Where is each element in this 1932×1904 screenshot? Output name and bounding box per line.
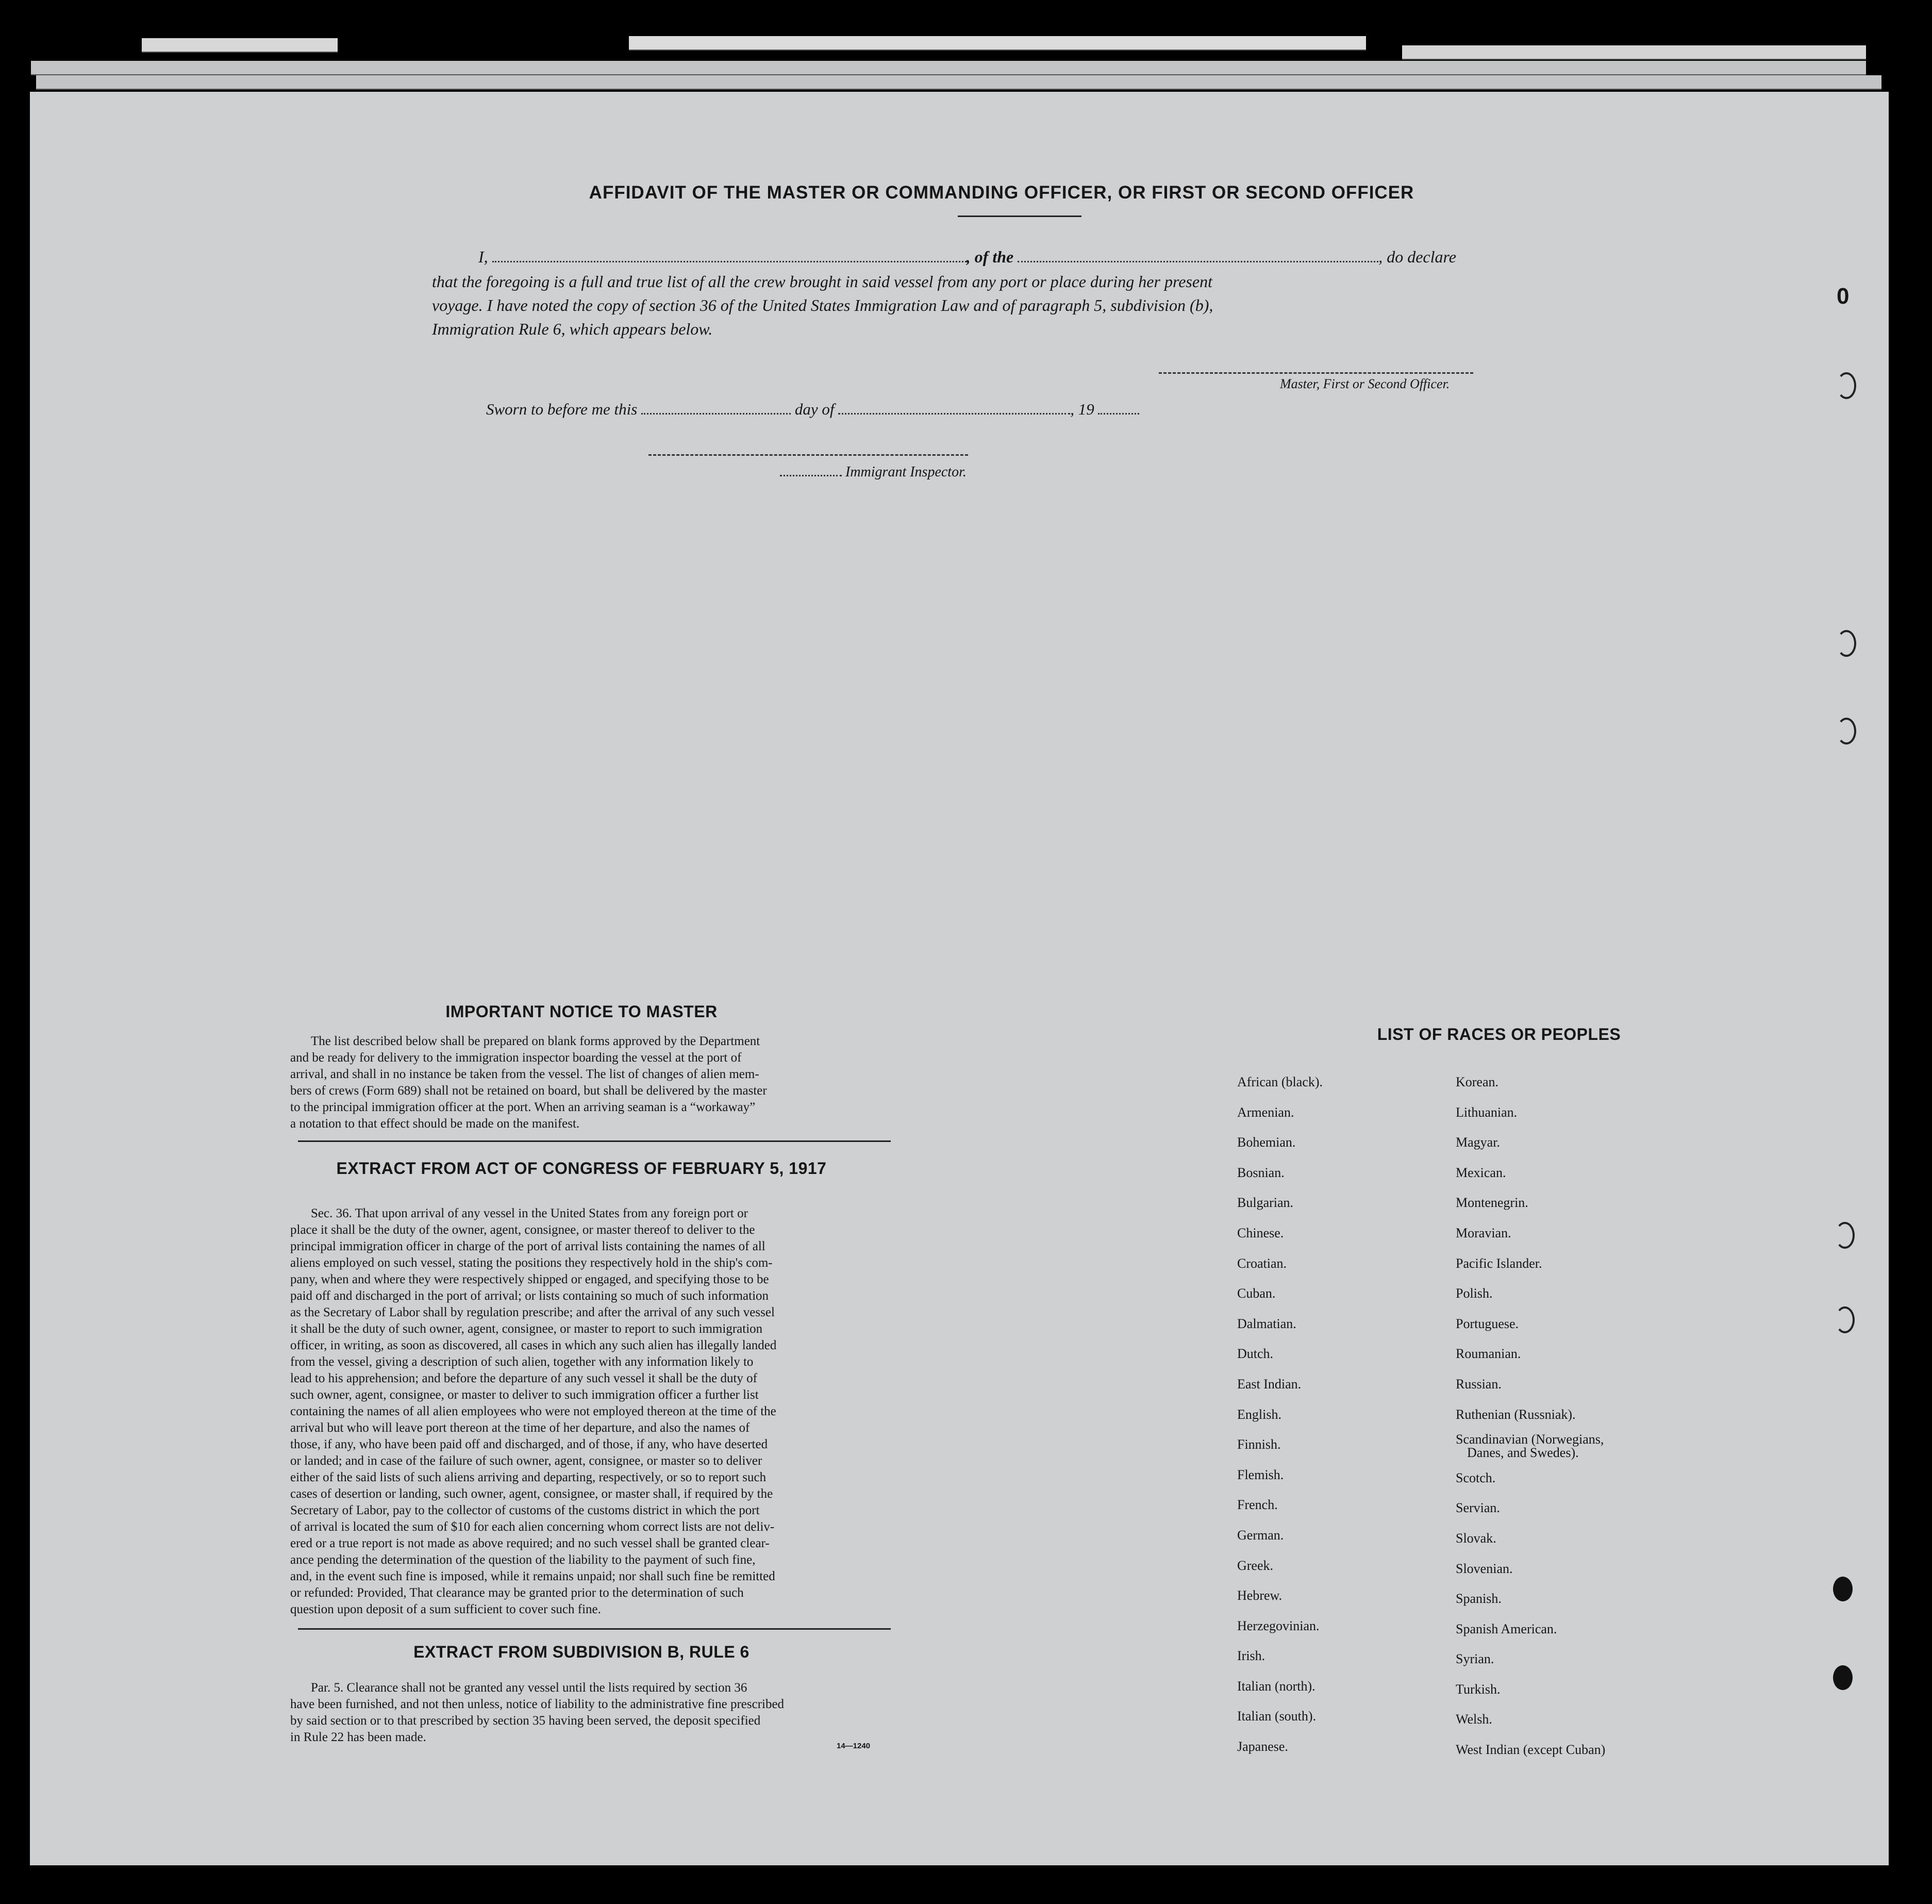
race-item: Cuban. (1237, 1286, 1276, 1301)
race-item: Welsh. (1456, 1712, 1492, 1727)
affidavit-i-label: I, (478, 247, 488, 266)
act-body (290, 1205, 898, 1618)
rule-line: in Rule 22 has been made. (290, 1730, 426, 1744)
race-item: Herzegovinian. (1237, 1618, 1320, 1633)
race-item: German. (1237, 1527, 1284, 1543)
notice-line: and be ready for delivery to the immigration inspector boarding the vessel at the port of (290, 1051, 742, 1065)
act-line: such owner, agent, consignee, or master to deliver to such immigration officer a further list (290, 1388, 759, 1402)
race-item: Turkish. (1456, 1681, 1501, 1697)
act-line: Secretary of Labor, pay to the collector of customs of the customs district in which the port (290, 1503, 760, 1517)
race-item: Servian. (1456, 1500, 1500, 1516)
title-rule (958, 216, 1081, 217)
act-line: pany, when and where they were respectively shipped or engaged, and specifying those to be (290, 1272, 769, 1286)
notice-line: to the principal immigration officer at the port. When an arriving seaman is a “workaway” (290, 1100, 756, 1114)
race-item: Russian. (1456, 1376, 1502, 1392)
margin-mark: 0 (1837, 284, 1850, 309)
race-item: Roumanian. (1456, 1346, 1521, 1362)
race-item: Croatian. (1237, 1255, 1287, 1271)
race-item: Finnish. (1237, 1437, 1281, 1452)
notice-title: IMPORTANT NOTICE TO MASTER (445, 1002, 718, 1021)
race-item: African (black). (1237, 1074, 1323, 1089)
sworn-day-blank[interactable] (641, 413, 791, 415)
race-item: Bohemian. (1237, 1135, 1296, 1150)
race-item: Portuguese. (1456, 1316, 1519, 1331)
act-line: those, if any, who have been paid off and discharged, and of those, if any, who have deserted (290, 1437, 768, 1451)
race-item: Scotch. (1456, 1470, 1496, 1485)
binding-hole (1837, 630, 1856, 657)
binding-hole (1835, 1306, 1855, 1333)
race-item: Slovenian. (1456, 1561, 1513, 1576)
affidavit-title: AFFIDAVIT OF THE MASTER OR COMMANDING OFFICER, OR FIRST OR SECOND OFFICER (589, 183, 1414, 203)
sworn-month-blank[interactable] (838, 413, 1070, 415)
master-signature-line[interactable] (1159, 372, 1473, 374)
race-item: Lithuanian. (1456, 1104, 1518, 1120)
race-item: Bulgarian. (1237, 1195, 1294, 1211)
act-line: paid off and discharged in the port of arrival; or lists containing so much of such information (290, 1289, 769, 1303)
page-edge-1 (31, 61, 1866, 75)
page-edge-4 (629, 36, 1366, 51)
day-of-label: day of (794, 400, 835, 418)
act-line: cases of desertion or landing, such owner, agent, consignee, or master shall, if required by the (290, 1487, 773, 1501)
act-line: principal immigration officer in charge of the port of arrival lists containing the names of all (290, 1239, 765, 1253)
race-item-text: Scandinavian (Norwegians, (1456, 1432, 1604, 1447)
master-signature-caption: Master, First or Second Officer. (1280, 376, 1450, 391)
act-rule (298, 1628, 891, 1630)
act-line: lead to his apprehension; and before the departure of any such vessel it shall be the duty of (290, 1371, 757, 1385)
binding-hole (1837, 372, 1856, 399)
race-item: Armenian. (1237, 1104, 1294, 1120)
act-line: it shall be the duty of such owner, agent, consignee, or master to report to such immigration (290, 1322, 763, 1336)
race-item: Montenegrin. (1456, 1195, 1528, 1211)
name-blank[interactable] (492, 261, 967, 262)
act-line: Sec. 36. That upon arrival of any vessel in the United States from any foreign port or (311, 1206, 748, 1220)
of-the-label: , of the (966, 247, 1014, 266)
binding-hole (1833, 1577, 1853, 1601)
races-right-column (1456, 1067, 1605, 1765)
race-item: Italian (south). (1237, 1709, 1317, 1724)
race-item: Slovak. (1456, 1530, 1496, 1546)
act-line: either of the said lists of such aliens arriving and departing, respectively, or so to report such (290, 1470, 767, 1484)
do-declare-label: , do declare (1378, 247, 1456, 266)
affidavit-line-3: voyage. I have noted the copy of section 36 of the United States Immigration Law and of paragraph 5, subdivision (b), (432, 296, 1213, 314)
act-line: containing the names of all alien employees who were not employed thereon at the time of the (290, 1404, 776, 1418)
inspector-blank[interactable] (780, 475, 842, 476)
rule-line: by said section or to that prescribed by section 35 having been served, the deposit specified (290, 1714, 761, 1728)
sworn-line (486, 400, 1139, 419)
sworn-year-blank[interactable] (1098, 413, 1139, 415)
inspector-caption (780, 464, 967, 481)
race-item: Hebrew. (1237, 1588, 1283, 1603)
act-line: from the vessel, giving a description of such alien, together with any information likely to (290, 1355, 754, 1369)
races-left-column (1237, 1067, 1323, 1762)
race-item: Italian (north). (1237, 1678, 1315, 1694)
race-item: Dutch. (1237, 1346, 1274, 1362)
race-item (1456, 1430, 1605, 1463)
notice-line: The list described below shall be prepared on blank forms approved by the Department (311, 1034, 760, 1048)
notice-rule (298, 1140, 891, 1142)
act-line: as the Secretary of Labor shall by regulation prescribe; and after the arrival of any such vessel (290, 1305, 775, 1319)
race-item: Moravian. (1456, 1225, 1511, 1240)
races-title: LIST OF RACES OR PEOPLES (1377, 1025, 1621, 1044)
race-item: Ruthenian (Russniak). (1456, 1406, 1576, 1422)
race-item: Greek. (1237, 1558, 1274, 1573)
act-line: officer, in writing, as soon as discovered, all cases in which any such alien has illegally landed (290, 1338, 777, 1352)
race-item: Irish. (1237, 1648, 1265, 1664)
act-title: EXTRACT FROM ACT OF CONGRESS OF FEBRUARY 5, 1917 (336, 1159, 827, 1178)
race-item: Pacific Islander. (1456, 1255, 1542, 1271)
act-line: or refunded: Provided, That clearance may be granted prior to the determination of such (290, 1586, 744, 1600)
act-line: ance pending the determination of the question of the liability to the payment of such fine, (290, 1553, 756, 1567)
act-line: of arrival is located the sum of $10 for each alien concerning whom correct lists are not deliv- (290, 1520, 775, 1534)
notice-body (290, 1033, 898, 1132)
act-line: arrival but who will leave port thereon at the time of her departure, and also the names of (290, 1421, 750, 1435)
binding-hole (1833, 1665, 1853, 1690)
year-label: , 19 (1070, 400, 1094, 418)
race-item: West Indian (except Cuban) (1456, 1742, 1606, 1758)
act-line: aliens employed on such vessel, stating the positions they respectively hold in the ship's com- (290, 1256, 773, 1270)
race-item: Spanish. (1456, 1591, 1502, 1607)
race-item: Bosnian. (1237, 1165, 1285, 1180)
race-item: Polish. (1456, 1286, 1493, 1301)
race-item: Mexican. (1456, 1165, 1506, 1180)
inspector-label: Immigrant Inspector. (845, 464, 967, 480)
notice-line: arrival, and shall in no instance be taken from the vessel. The list of changes of alien mem- (290, 1067, 759, 1081)
race-item: Korean. (1456, 1074, 1499, 1089)
form-number: 14—1240 (837, 1742, 871, 1750)
page-edge-3 (142, 38, 338, 53)
race-item: Spanish American. (1456, 1621, 1557, 1636)
affidavit-line-2: that the foregoing is a full and true list of all the crew brought in said vessel from any port or place during her present (432, 272, 1212, 291)
notice-line: a notation to that effect should be made on the manifest. (290, 1117, 580, 1131)
act-line: or landed; and in case of the failure of such owner, agent, consignee, or master so to deliver (290, 1454, 762, 1468)
inspector-signature-line[interactable] (648, 454, 968, 456)
binding-hole (1835, 1222, 1855, 1249)
page-edge-2 (36, 75, 1881, 90)
rule-body (290, 1680, 898, 1746)
page-edge-5 (1402, 45, 1866, 60)
notice-line: bers of crews (Form 689) shall not be retained on board, but shall be delivered by the master (290, 1084, 767, 1098)
act-line: and, in the event such fine is imposed, while it remains unpaid; nor shall such fine be remitted (290, 1569, 775, 1583)
race-item: Syrian. (1456, 1651, 1494, 1667)
binding-hole (1837, 718, 1856, 744)
rule-line: Par. 5. Clearance shall not be granted any vessel until the lists required by section 36 (311, 1681, 747, 1695)
race-item: Dalmatian. (1237, 1316, 1296, 1331)
affidavit-line-1 (478, 247, 1456, 267)
act-line: question upon deposit of a sum sufficient to cover such fine. (290, 1602, 601, 1616)
act-line: ered or a true report is not made as above required; and no such vessel shall be granted clear- (290, 1536, 770, 1550)
race-item: Flemish. (1237, 1467, 1284, 1482)
vessel-blank[interactable] (1018, 261, 1378, 262)
race-item: Japanese. (1237, 1739, 1288, 1754)
document-page (30, 92, 1889, 1865)
act-line: place it shall be the duty of the owner, agent, consignee, or master thereof to deliver to the (290, 1223, 755, 1237)
sworn-label: Sworn to before me this (486, 400, 638, 418)
race-item: English. (1237, 1406, 1281, 1422)
affidavit-line-4: Immigration Rule 6, which appears below. (432, 320, 713, 338)
rule-line: have been furnished, and not then unless, notice of liability to the administrative fine prescribed (290, 1697, 785, 1711)
race-item: French. (1237, 1497, 1278, 1513)
race-item-continuation: Danes, and Swedes). (1467, 1445, 1579, 1461)
rule-title: EXTRACT FROM SUBDIVISION B, RULE 6 (413, 1643, 750, 1661)
race-item: Magyar. (1456, 1135, 1500, 1150)
race-item: East Indian. (1237, 1376, 1302, 1392)
race-item: Chinese. (1237, 1225, 1284, 1240)
